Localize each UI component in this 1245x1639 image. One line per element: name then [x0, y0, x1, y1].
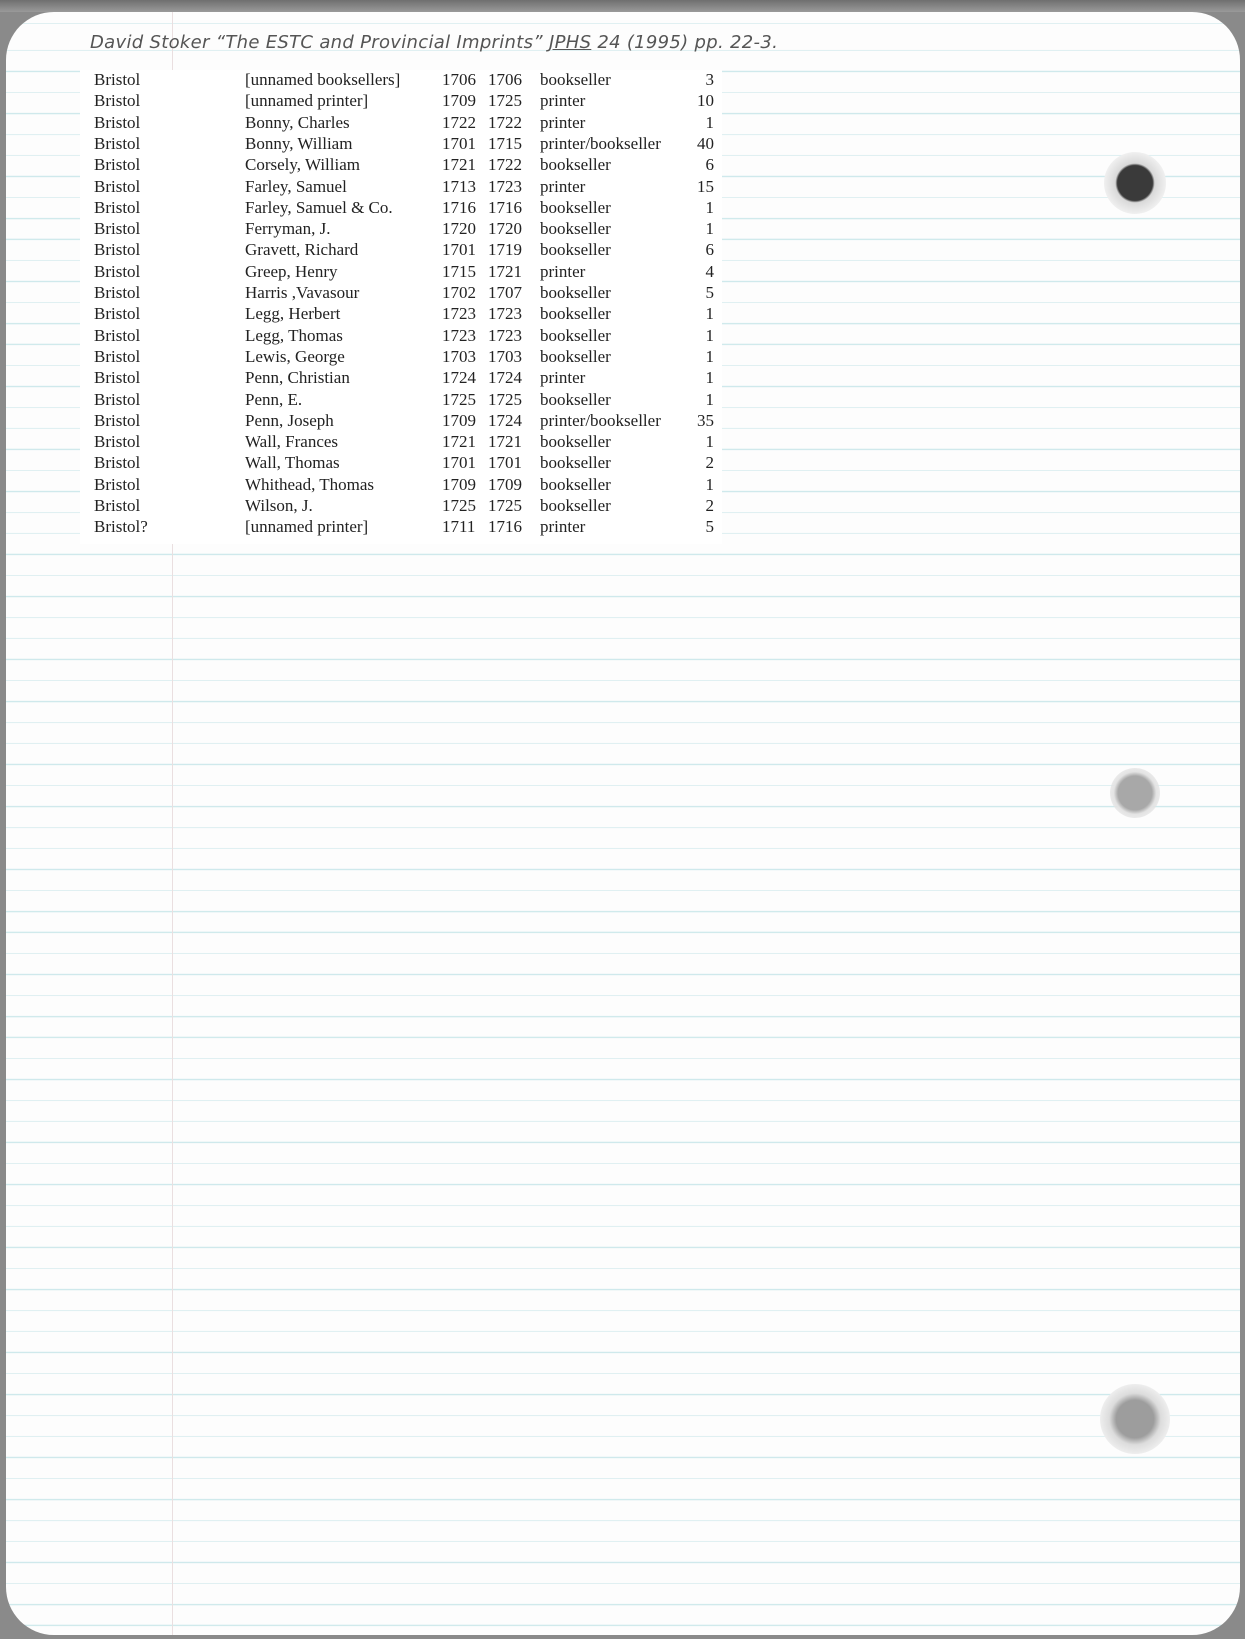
scanner-edge — [0, 0, 1245, 12]
row-place: Bristol — [94, 453, 141, 473]
table-row — [80, 113, 722, 134]
row-count: 1 — [705, 432, 714, 452]
row-name: [unnamed printer] — [245, 91, 369, 111]
table-row — [80, 283, 722, 304]
row-name: [unnamed booksellers] — [245, 70, 401, 89]
row-end-year: 1721 — [488, 261, 522, 281]
row-name: Harris ,Vavasour — [245, 283, 360, 302]
row-place: Bristol? — [94, 517, 148, 537]
row-start-year: 1720 — [442, 219, 476, 239]
row-name: [unnamed printer] — [245, 517, 369, 537]
row-count: 1 — [705, 219, 714, 239]
table-row — [80, 368, 722, 389]
table-row — [80, 240, 722, 261]
row-start-year: 1725 — [442, 389, 476, 409]
row-place: Bristol — [94, 410, 141, 430]
row-role: bookseller — [540, 304, 611, 324]
row-count: 1 — [705, 304, 714, 324]
row-name: Legg, Thomas — [245, 325, 343, 345]
row-start-year: 1709 — [442, 474, 476, 494]
row-place: Bristol — [94, 496, 141, 515]
row-name: Bonny, Charles — [245, 112, 350, 132]
table-row — [80, 517, 722, 538]
row-role: printer — [540, 176, 586, 196]
row-place: Bristol — [94, 112, 141, 132]
row-count: 2 — [705, 453, 714, 473]
row-place: Bristol — [94, 240, 141, 260]
handwritten-citation — [90, 32, 790, 62]
row-role: bookseller — [540, 346, 611, 366]
table-row — [80, 70, 722, 91]
row-end-year: 1724 — [488, 368, 522, 388]
row-name: Legg, Herbert — [245, 304, 341, 324]
row-count: 35 — [697, 410, 714, 430]
row-name: Greep, Henry — [245, 261, 338, 281]
row-role: bookseller — [540, 474, 611, 494]
row-name: Penn, Christian — [245, 368, 350, 388]
row-count: 5 — [705, 517, 714, 537]
row-count: 1 — [705, 112, 714, 132]
row-start-year: 1723 — [442, 325, 476, 345]
row-role: bookseller — [540, 197, 611, 217]
row-role: bookseller — [540, 70, 611, 89]
row-place: Bristol — [94, 304, 141, 324]
row-start-year: 1701 — [442, 240, 476, 260]
row-end-year: 1725 — [488, 389, 522, 409]
table-row — [80, 262, 722, 283]
row-start-year: 1723 — [442, 304, 476, 324]
row-start-year: 1701 — [442, 453, 476, 473]
row-start-year: 1715 — [442, 261, 476, 281]
row-place: Bristol — [94, 325, 141, 345]
row-count: 3 — [705, 70, 714, 89]
row-name: Bonny, William — [245, 133, 353, 153]
row-role: printer — [540, 112, 586, 132]
table-row — [80, 304, 722, 325]
citation-author: David Stoker — [90, 32, 210, 53]
row-place: Bristol — [94, 346, 141, 366]
table-row — [80, 134, 722, 155]
row-start-year: 1721 — [442, 155, 476, 175]
row-end-year: 1721 — [488, 432, 522, 452]
row-start-year: 1724 — [442, 368, 476, 388]
punch-hole-top — [1104, 152, 1166, 214]
row-count: 6 — [705, 240, 714, 260]
row-end-year: 1722 — [488, 112, 522, 132]
row-role: bookseller — [540, 155, 611, 175]
row-start-year: 1701 — [442, 133, 476, 153]
row-role: bookseller — [540, 240, 611, 260]
table-row — [80, 453, 722, 474]
row-name: Wall, Frances — [245, 432, 339, 452]
table-row — [80, 177, 722, 198]
row-end-year: 1709 — [488, 474, 522, 494]
row-count: 4 — [705, 261, 714, 281]
row-place: Bristol — [94, 155, 141, 175]
row-place: Bristol — [94, 283, 141, 302]
row-start-year: 1716 — [442, 197, 476, 217]
row-role: bookseller — [540, 389, 611, 409]
row-name: Ferryman, J. — [245, 219, 331, 239]
table-row — [80, 326, 722, 347]
row-role: printer/bookseller — [540, 410, 661, 430]
table-row — [80, 432, 722, 453]
row-start-year: 1721 — [442, 432, 476, 452]
row-place: Bristol — [94, 133, 141, 153]
row-start-year: 1713 — [442, 176, 476, 196]
row-role: bookseller — [540, 496, 611, 515]
row-role: bookseller — [540, 219, 611, 239]
row-end-year: 1719 — [488, 240, 522, 260]
table-row — [80, 390, 722, 411]
row-end-year: 1706 — [488, 70, 522, 89]
row-count: 6 — [705, 155, 714, 175]
row-end-year: 1701 — [488, 453, 522, 473]
row-role: printer — [540, 91, 586, 111]
row-name: Farley, Samuel & Co. — [245, 197, 393, 217]
row-place: Bristol — [94, 176, 141, 196]
row-start-year: 1702 — [442, 283, 476, 302]
row-count: 1 — [705, 474, 714, 494]
row-count: 1 — [705, 325, 714, 345]
table-row — [80, 91, 722, 112]
row-role: printer — [540, 261, 586, 281]
row-name: Penn, Joseph — [245, 410, 334, 430]
row-place: Bristol — [94, 70, 141, 89]
row-role: bookseller — [540, 325, 611, 345]
row-count: 15 — [697, 176, 714, 196]
row-end-year: 1724 — [488, 410, 522, 430]
row-end-year: 1722 — [488, 155, 522, 175]
table-row — [80, 411, 722, 432]
row-name: Lewis, George — [245, 346, 345, 366]
row-start-year: 1722 — [442, 112, 476, 132]
citation-title: “The ESTC and Provincial Imprints” — [215, 32, 543, 53]
row-end-year: 1716 — [488, 517, 522, 537]
row-role: printer — [540, 517, 586, 537]
row-place: Bristol — [94, 219, 141, 239]
row-count: 1 — [705, 346, 714, 366]
row-role: bookseller — [540, 453, 611, 473]
row-role: bookseller — [540, 432, 611, 452]
row-role: printer — [540, 368, 586, 388]
row-count: 5 — [705, 283, 714, 302]
row-name: Whithead, Thomas — [245, 474, 375, 494]
row-end-year: 1723 — [488, 176, 522, 196]
row-end-year: 1723 — [488, 304, 522, 324]
row-name: Corsely, William — [245, 155, 360, 175]
row-count: 1 — [705, 389, 714, 409]
row-place: Bristol — [94, 432, 141, 452]
row-name: Gravett, Richard — [245, 240, 359, 260]
row-end-year: 1716 — [488, 197, 522, 217]
table-row — [80, 155, 722, 176]
row-name: Penn, E. — [245, 389, 303, 409]
citation-journal: JPHS — [548, 32, 592, 53]
row-count: 2 — [705, 496, 714, 515]
row-end-year: 1723 — [488, 325, 522, 345]
row-name: Wilson, J. — [245, 496, 313, 515]
row-start-year: 1709 — [442, 91, 476, 111]
row-start-year: 1711 — [442, 517, 476, 537]
row-place: Bristol — [94, 261, 141, 281]
row-start-year: 1706 — [442, 70, 476, 89]
row-start-year: 1703 — [442, 346, 476, 366]
punch-hole-middle — [1110, 768, 1160, 818]
row-place: Bristol — [94, 368, 141, 388]
row-end-year: 1725 — [488, 91, 522, 111]
row-end-year: 1720 — [488, 219, 522, 239]
table-row — [80, 347, 722, 368]
table-row — [80, 496, 722, 517]
printed-table-clipping — [80, 70, 722, 544]
punch-hole-bottom — [1100, 1384, 1170, 1454]
row-end-year: 1707 — [488, 283, 522, 302]
row-count: 1 — [705, 197, 714, 217]
row-count: 40 — [697, 133, 714, 153]
row-place: Bristol — [94, 91, 141, 111]
row-role: bookseller — [540, 283, 611, 302]
row-start-year: 1725 — [442, 496, 476, 515]
row-place: Bristol — [94, 389, 141, 409]
row-place: Bristol — [94, 474, 141, 494]
row-end-year: 1703 — [488, 346, 522, 366]
row-role: printer/bookseller — [540, 133, 661, 153]
row-count: 1 — [705, 368, 714, 388]
row-end-year: 1725 — [488, 496, 522, 515]
table-row — [80, 475, 722, 496]
row-name: Farley, Samuel — [245, 176, 347, 196]
row-end-year: 1715 — [488, 133, 522, 153]
citation-volume-pages: 24 (1995) pp. 22-3. — [597, 32, 779, 53]
row-count: 10 — [697, 91, 714, 111]
row-start-year: 1709 — [442, 410, 476, 430]
table-row — [80, 219, 722, 240]
row-place: Bristol — [94, 197, 141, 217]
row-name: Wall, Thomas — [245, 453, 340, 473]
notebook-page — [6, 12, 1240, 1635]
table-row — [80, 198, 722, 219]
